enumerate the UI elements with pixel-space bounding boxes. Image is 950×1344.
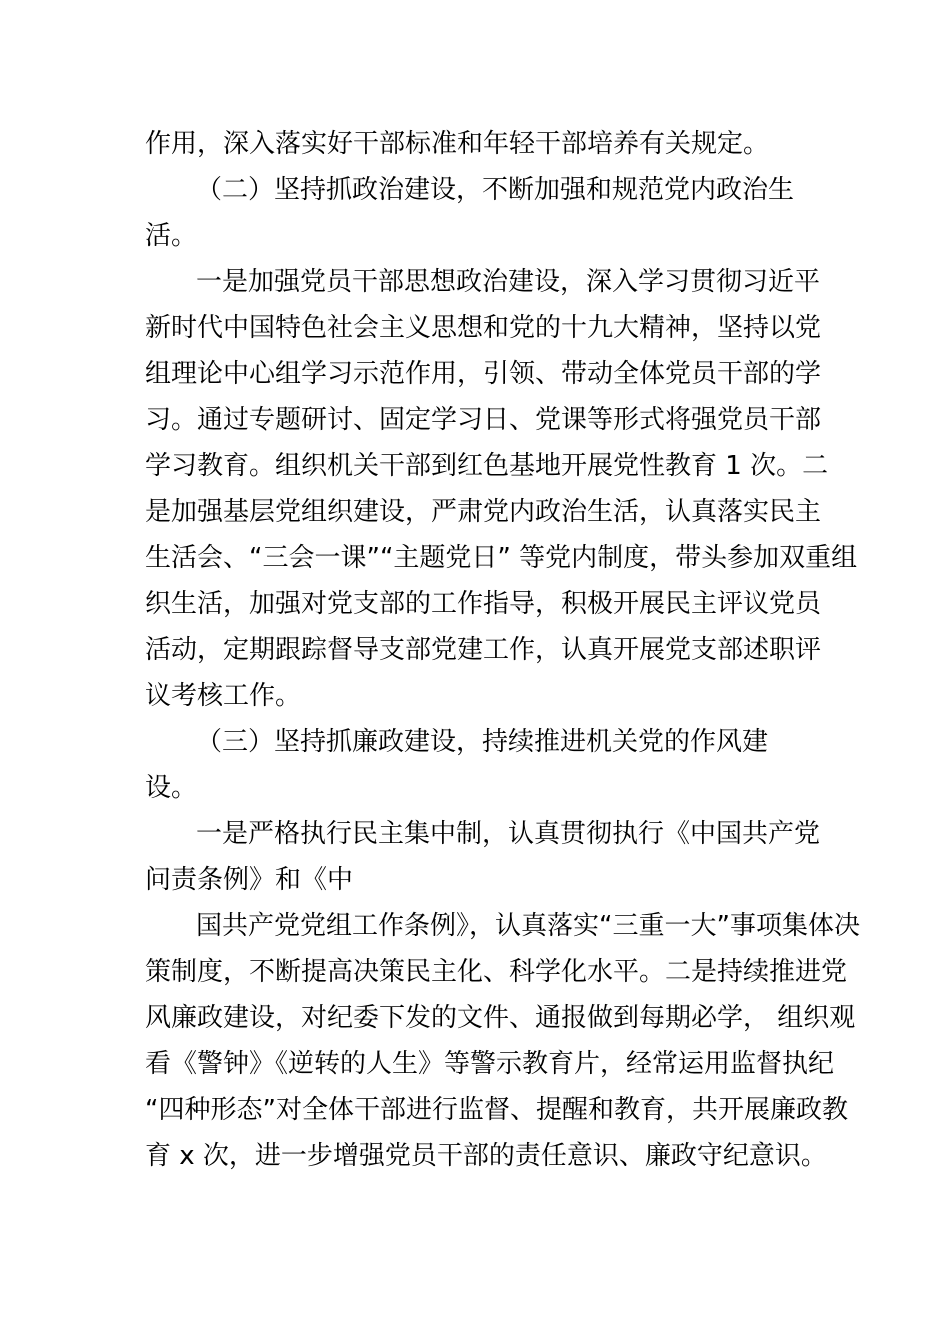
paragraph-line: 组理论中心组学习示范作用，引领、带动全体党员干部的学 [145, 359, 822, 389]
paragraph-line: 作用，深入落实好干部标准和年轻干部培养有关规定。 [145, 129, 770, 159]
paragraph-line: 是加强基层党组织建设，严肃党内政治生活，认真落实民主 [145, 497, 822, 527]
paragraph-line: “四种形态”对全体干部进行监督、提醒和教育，共开展廉政教 [145, 1095, 848, 1125]
paragraph-line: 问责条例》和《中 [145, 865, 354, 895]
paragraph-line: 活动，定期跟踪督导支部党建工作，认真开展党支部述职评 [145, 635, 822, 665]
paragraph-line: 议考核工作。 [145, 681, 302, 711]
paragraph-line: 学习教育。组织机关干部到红色基地开展党性教育 1 次。二 [145, 451, 829, 481]
paragraph-line: 新时代中国特色社会主义思想和党的十九大精神，坚持以党 [145, 313, 822, 343]
section-heading-3-line-1: （三）坚持抓廉政建设，持续推进机关党的作风建 [196, 727, 769, 757]
paragraph-line: 习。通过专题研讨、固定学习日、党课等形式将强党员干部 [145, 405, 822, 435]
paragraph-line: 育 x 次，进一步增强党员干部的责任意识、廉政守纪意识。 [145, 1141, 827, 1171]
paragraph-line: 风廉政建设，对纪委下发的文件、通报做到每期必学， 组织观 [145, 1003, 856, 1033]
paragraph-line: 一是严格执行民主集中制，认真贯彻执行《中国共产党 [196, 819, 821, 849]
paragraph-line: 生活会、“三会一课”“主题党日” 等党内制度，带头参加双重组 [145, 543, 858, 573]
section-heading-2-line-2: 活。 [145, 221, 198, 251]
paragraph-line: 策制度，不断提高决策民主化、科学化水平。二是持续推进党 [145, 957, 848, 987]
section-heading-2-line-1: （二）坚持抓政治建设，不断加强和规范党内政治生 [196, 175, 795, 205]
paragraph-line: 一是加强党员干部思想政治建设，深入学习贯彻习近平 [196, 267, 821, 297]
section-heading-3-line-2: 设。 [145, 773, 198, 803]
paragraph-line: 国共产党党组工作条例》，认真落实“三重一大”事项集体决 [196, 911, 860, 941]
paragraph-line: 看《警钟》《逆转的人生》等警示教育片，经常运用监督执纪 [145, 1049, 835, 1079]
paragraph-line: 织生活，加强对党支部的工作指导，积极开展民主评议党员 [145, 589, 822, 619]
